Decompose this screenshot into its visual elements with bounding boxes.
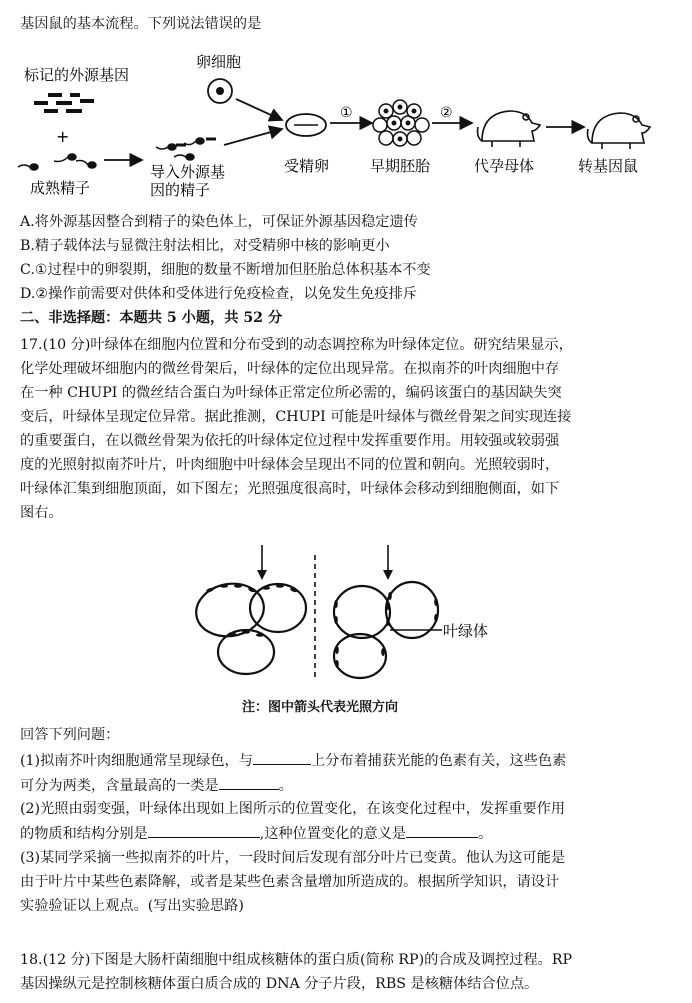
early-embryo bbox=[373, 100, 429, 146]
sub1-text-c: 可分为两类，含量最高的一类是 bbox=[20, 778, 219, 794]
q17-line: 的重要蛋白，在以微丝骨架为依托的叶绿体定位过程中发挥重要作用。用较强或较弱强 bbox=[20, 433, 560, 449]
transgenic-label: 转基因鼠 bbox=[578, 157, 639, 175]
q17-sub1-line1 bbox=[20, 750, 566, 771]
q17-sub3-line: 实验验证以上观点。(写出实验思路) bbox=[20, 898, 244, 914]
q17-line: 图右。 bbox=[20, 505, 63, 521]
q18-line: 18.(12 分)下图是大肠杆菌细胞中组成核糖体的蛋白质(简称 RP)的合成及调控过程。RP bbox=[20, 952, 573, 968]
q18-line: 基因操纵元是控制核糖体蛋白质合成的 DNA 分子片段，RBS 是核糖体结合位点。 bbox=[20, 976, 539, 992]
sub2-text-c: ,这种位置变化的意义是 bbox=[259, 826, 407, 842]
chloroplast-label: 叶绿体 bbox=[443, 622, 489, 640]
intro-line: 基因鼠的基本流程。下列说法错误的是 bbox=[20, 16, 262, 32]
sub1-text-d: 。 bbox=[278, 778, 293, 794]
q17-line: 叶绿体汇集到细胞顶面，如下图左；光照强度很高时，叶绿体会移动到细胞侧面，如下 bbox=[20, 481, 560, 497]
answer-prompt: 回答下列问题： bbox=[20, 727, 120, 743]
zygote-label: 受精卵 bbox=[284, 157, 330, 175]
q17-sub3-line: 由于叶片中某些色素降解，或者是某些色素含量增加所造成的。根据所学知识，请设计 bbox=[20, 874, 560, 890]
step-1: ① bbox=[340, 105, 353, 121]
egg-label: 卵细胞 bbox=[196, 53, 242, 71]
left-cells bbox=[192, 578, 306, 674]
option-d: D.②操作前需要对供体和受体进行免疫检查，以免发生免疫排斥 bbox=[20, 286, 417, 302]
surrogate-label: 代孕母体 bbox=[474, 157, 535, 175]
chloroplast-figure bbox=[180, 540, 520, 690]
answer-blank-2[interactable] bbox=[219, 775, 279, 790]
sperm-label: 成熟精子 bbox=[30, 179, 91, 197]
sub2-text-b: 的物质和结构分别是 bbox=[20, 826, 148, 842]
answer-blank-1[interactable] bbox=[253, 750, 311, 765]
embryo-label: 早期胚胎 bbox=[370, 157, 431, 175]
q17-line: 度的光照射拟南芥叶片，叶肉细胞中叶绿体会呈现出不同的位置和朝向。光照较弱时， bbox=[20, 457, 560, 473]
section-heading: 二、非选择题：本题共 5 小题，共 52 分 bbox=[20, 310, 283, 326]
answer-blank-4[interactable] bbox=[406, 823, 478, 838]
option-b: B.精子载体法与显微注射法相比，对受精卵中核的影响更小 bbox=[20, 238, 390, 254]
q17-sub2-line1: (2)光照由弱变强，叶绿体出现如上图所示的位置变化，在该变化过程中，发挥重要作用 bbox=[20, 801, 566, 817]
marked-gene-label: 标记的外源基因 bbox=[24, 66, 130, 84]
sperm-with-gene bbox=[156, 138, 216, 160]
sperm-gene-label-2: 因的精子 bbox=[150, 181, 211, 199]
plus-sign: + bbox=[56, 127, 70, 146]
answer-blank-3[interactable] bbox=[148, 823, 260, 838]
transgenic-mouse bbox=[588, 113, 651, 149]
sperm-gene-label-1: 导入外源基 bbox=[150, 163, 226, 181]
q17-sub3-line: (3)某同学采摘一些拟南芥的叶片，一段时间后发现有部分叶片已变黄。他认为这可能是 bbox=[20, 850, 566, 866]
q17-sub2-line2 bbox=[20, 823, 492, 844]
option-a: A.将外源基因整合到精子的染色体上，可保证外源基因稳定遗传 bbox=[20, 214, 418, 230]
q17-line: 17.(10 分)叶绿体在细胞内位置和分布受到的动态调控称为叶绿体定位。研究结果显示， bbox=[20, 337, 573, 353]
sub1-text-b: 上分布着捕获光能的色素有关，这些色素 bbox=[310, 753, 567, 769]
sub1-text-a: (1)拟南芥叶肉细胞通常呈现绿色，与 bbox=[20, 753, 253, 769]
q17-sub1-line2 bbox=[20, 775, 293, 796]
transgenic-flow-diagram bbox=[0, 45, 692, 205]
sub2-text-d: 。 bbox=[478, 826, 493, 842]
gene-fragments bbox=[34, 95, 94, 111]
q17-line: 变后，叶绿体呈现定位异常。据此推测，CHUPI 可能是叶绿体与微丝骨架之间实现连接 bbox=[20, 409, 572, 425]
figure-note: 注：图中箭头代表光照方向 bbox=[242, 700, 399, 715]
q17-line: 在一种 CHUPI 的微丝结合蛋白为叶绿体正常定位所必需的，编码该蛋白的基因缺失突 bbox=[20, 385, 562, 401]
step-2: ② bbox=[440, 105, 453, 121]
sperm-cells bbox=[18, 154, 96, 170]
surrogate-mouse bbox=[478, 111, 541, 147]
q17-line: 化学处理破坏细胞内的微丝骨架后，叶绿体的定位出现异常。在拟南芥的叶肉细胞中存 bbox=[20, 361, 560, 377]
option-c: C.①过程中的卵裂期，细胞的数量不断增加但胚胎总体积基本不变 bbox=[20, 262, 431, 278]
